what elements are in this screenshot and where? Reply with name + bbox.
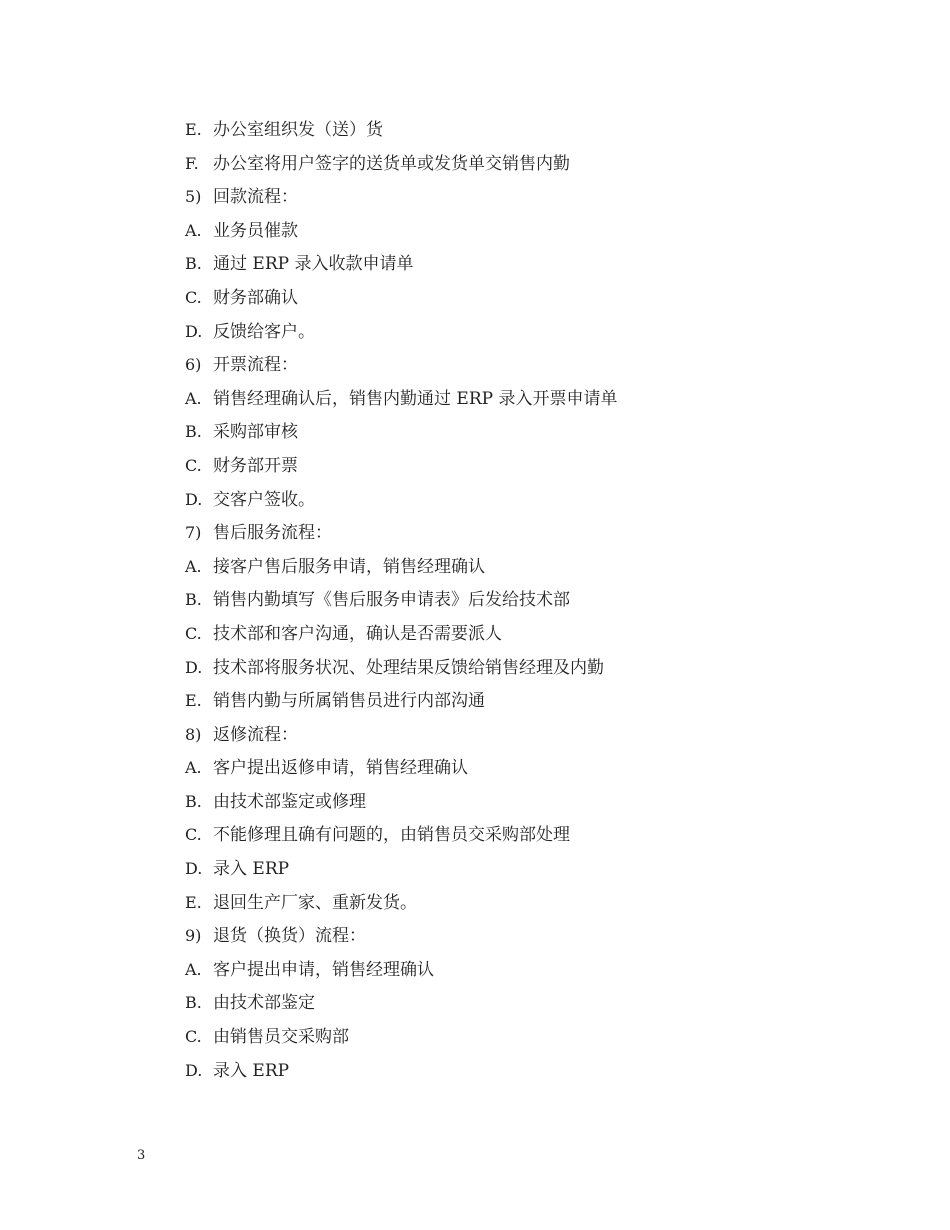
item-marker: D. — [185, 321, 203, 341]
item-text: 采购部审核 — [213, 422, 298, 443]
item-text: 录入 ERP — [213, 1060, 290, 1081]
item-text: 客户提出返修申请，销售经理确认 — [213, 758, 468, 779]
item-marker: D. — [185, 657, 203, 677]
list-item — [185, 889, 885, 923]
item-text: 销售经理确认后，销售内勤通过 ERP 录入开票申请单 — [213, 388, 618, 409]
item-marker: E. — [185, 892, 202, 912]
item-marker: 5) — [185, 187, 202, 207]
item-marker: D. — [185, 1060, 203, 1080]
list-item — [185, 956, 885, 990]
item-text: 销售内勤与所属销售员进行内部沟通 — [213, 691, 485, 712]
item-marker: C. — [185, 287, 202, 307]
list-item — [185, 116, 885, 150]
item-text: 业务员催款 — [213, 220, 298, 241]
list-item — [185, 452, 885, 486]
list-item — [185, 821, 885, 855]
item-marker: D. — [185, 859, 203, 879]
item-text: 退回生产厂家、重新发货。 — [213, 892, 417, 913]
list-item — [185, 217, 885, 251]
item-marker: 9) — [185, 926, 202, 946]
item-marker: B. — [185, 993, 202, 1013]
item-marker: C. — [185, 1027, 202, 1047]
item-text: 由技术部鉴定或修理 — [213, 791, 366, 812]
list-item — [185, 989, 885, 1023]
item-text: 售后服务流程： — [213, 523, 332, 544]
item-text: 技术部和客户沟通，确认是否需要派人 — [213, 623, 502, 644]
list-item — [185, 788, 885, 822]
item-text: 客户提出申请，销售经理确认 — [213, 959, 434, 980]
list-item — [185, 687, 885, 721]
item-marker: A. — [185, 758, 202, 778]
item-marker: B. — [185, 590, 202, 610]
procedure-list — [185, 116, 885, 1090]
list-item — [185, 1057, 885, 1091]
item-marker: F. — [185, 153, 199, 173]
list-item — [185, 855, 885, 889]
list-item — [185, 1023, 885, 1057]
item-text: 办公室将用户签字的送货单或发货单交销售内勤 — [213, 153, 570, 174]
item-marker: C. — [185, 825, 202, 845]
item-marker: E. — [185, 120, 202, 139]
item-marker: B. — [185, 254, 202, 274]
list-item — [185, 754, 885, 788]
item-text: 开票流程： — [213, 355, 298, 376]
list-item — [185, 553, 885, 587]
item-text: 交客户签收。 — [213, 489, 315, 510]
item-marker: D. — [185, 489, 203, 509]
item-text: 销售内勤填写《售后服务申请表》后发给技术部 — [213, 590, 570, 611]
section-heading — [185, 351, 885, 385]
item-text: 反馈给客户。 — [213, 321, 315, 342]
list-item — [185, 486, 885, 520]
item-text: 接客户售后服务申请，销售经理确认 — [213, 556, 485, 577]
item-marker: 7) — [185, 523, 202, 543]
list-item — [185, 150, 885, 184]
item-text: 退货（换货）流程： — [213, 926, 366, 947]
list-item — [185, 620, 885, 654]
item-text: 技术部将服务状况、处理结果反馈给销售经理及内勤 — [213, 657, 604, 678]
item-marker: B. — [185, 422, 202, 442]
item-marker: C. — [185, 455, 202, 475]
item-text: 财务部开票 — [213, 455, 298, 476]
list-item — [185, 250, 885, 284]
list-item — [185, 418, 885, 452]
item-marker: A. — [185, 388, 202, 408]
item-marker: 8) — [185, 724, 202, 744]
section-heading — [185, 922, 885, 956]
item-marker: C. — [185, 623, 202, 643]
list-item — [185, 318, 885, 352]
list-item — [185, 654, 885, 688]
item-text: 财务部确认 — [213, 287, 298, 308]
item-text: 不能修理且确有问题的，由销售员交采购部处理 — [213, 825, 570, 846]
item-marker: 6) — [185, 355, 202, 375]
item-text: 通过 ERP 录入收款申请单 — [213, 254, 414, 275]
item-marker: A. — [185, 959, 202, 979]
item-marker: E. — [185, 691, 202, 711]
item-text: 由技术部鉴定 — [213, 993, 315, 1014]
section-heading — [185, 721, 885, 755]
item-text: 由销售员交采购部 — [213, 1027, 349, 1048]
item-text: 办公室组织发（送）货 — [213, 120, 383, 140]
section-heading — [185, 519, 885, 553]
item-text: 返修流程： — [213, 724, 298, 745]
item-marker: B. — [185, 791, 202, 811]
page-number: 3 — [137, 1148, 146, 1163]
item-text: 录入 ERP — [213, 859, 290, 880]
list-item — [185, 586, 885, 620]
list-item — [185, 284, 885, 318]
item-marker: A. — [185, 556, 202, 576]
section-heading — [185, 183, 885, 217]
list-item — [185, 385, 885, 419]
item-marker: A. — [185, 220, 202, 240]
item-text: 回款流程： — [213, 187, 298, 208]
